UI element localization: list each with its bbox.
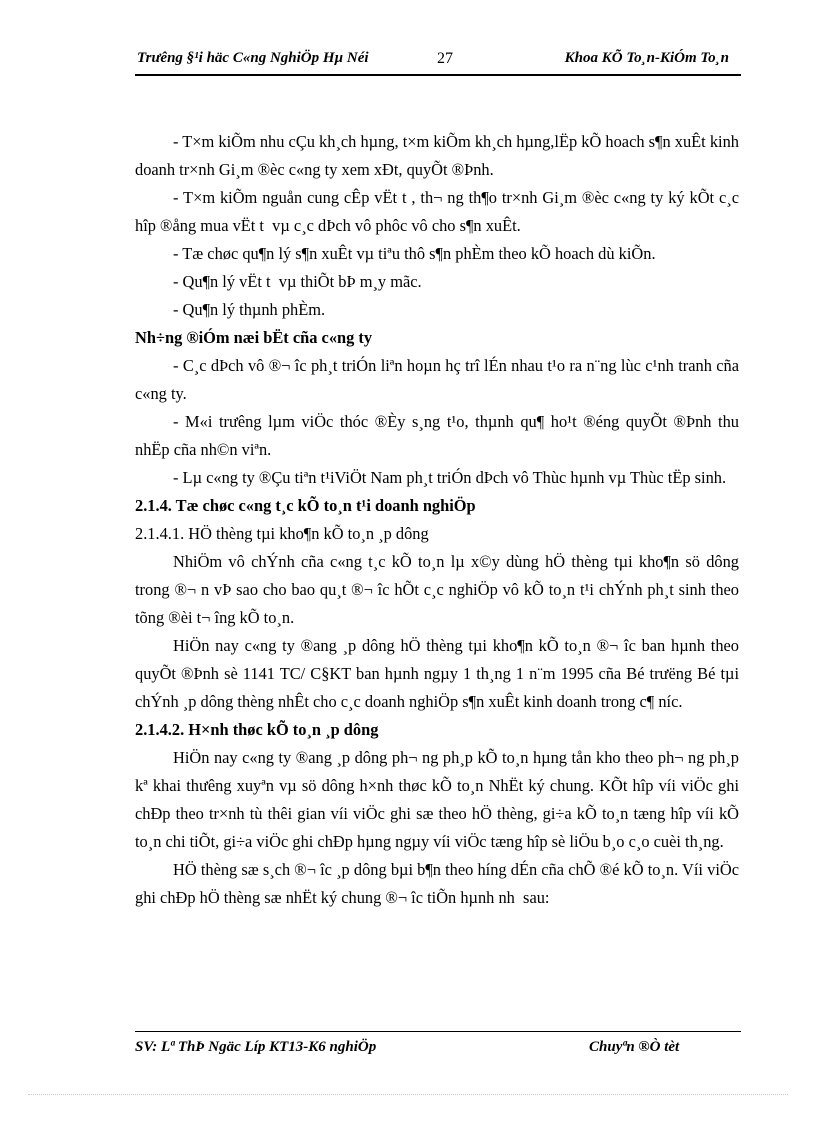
- paragraph: - T×m kiÕm nguån cung cÊp vËt t , th¬ ng th¶o tr×nh Gi¸m ®èc c«ng ty ký kÕt c¸c hîp ®ång mua vËt t vµ c¸c dÞch vô phôc vô cho s¶n xuÊt.: [135, 188, 739, 235]
- page-number: 27: [437, 50, 453, 67]
- header-faculty-name: Khoa KÕ To¸n-KiÓm To¸n: [564, 50, 729, 66]
- paragraph: HÖ thèng sæ s¸ch ®¬ îc ¸p dông bµi b¶n theo híng dÉn cña chÕ ®é kÕ to¸n. Víi viÖc ghi chÐp hÖ thèng sæ nhËt ký chung ®¬ îc tiÕn hµnh nh sau:: [135, 860, 739, 907]
- section-heading: Nh÷ng ®iÓm næi bËt cña c«ng ty: [135, 328, 373, 347]
- page-bottom-divider: [28, 1094, 788, 1095]
- section-heading: 2.1.4. Tæ chøc c«ng t¸c kÕ to¸n t¹i doanh nghiÖp: [135, 496, 476, 515]
- footer-student-info: SV: Lª ThÞ Ngäc Líp KT13-K6 nghiÖp: [135, 1039, 377, 1055]
- header-school-name: Trưêng §¹i häc C«ng NghiÖp Hµ Néi: [137, 50, 369, 66]
- page-header: [135, 48, 741, 76]
- paragraph: HiÖn nay c«ng ty ®ang ¸p dông hÖ thèng tµi kho¶n kÕ to¸n ®¬ îc ban hµnh theo quyÕt ®Þnh sè 1141 TC/ C§KT ban hµnh ngµy 1 th¸ng 1 n¨m 1995 cña Bé trưëng Bé tµi chÝnh ¸p dông thèng nhÊt cho c¸c doanh nghiÖp s¶n xuÊt kinh doanh trong c¶ níc.: [135, 636, 739, 711]
- paragraph: - M«i trưêng lµm viÖc thóc ®Èy s¸ng t¹o, thµnh qu¶ ho¹t ®éng quyÕt ®Þnh thu nhËp cña nh©n viªn.: [135, 412, 739, 459]
- section-heading: 2.1.4.2. H×nh thøc kÕ to¸n ¸p dông: [135, 720, 379, 739]
- paragraph: HiÖn nay c«ng ty ®ang ¸p dông ph¬ ng ph¸p kÕ to¸n hµng tån kho theo ph¬ ng ph¸p kª khai thưêng xuyªn vµ sö dông h×nh thøc kÕ to¸n NhËt ký chung. KÕt hîp víi viÖc ghi chÐp theo tr×nh tù thêi gian víi viÖc ghi sæ theo hÖ thèng, gi÷a kÕ to¸n tæng hîp víi kÕ to¸n chi tiÕt, gi÷a viÖc ghi chÐp hµng ngµy víi viÖc tæng hîp sè liÖu b¸o c¸o cuèi th¸ng.: [135, 748, 739, 851]
- paragraph: - Qu¶n lý vËt t vµ thiÕt bÞ m¸y mãc.: [173, 272, 422, 291]
- paragraph: - Qu¶n lý thµnh phÈm.: [173, 300, 326, 319]
- paragraph: - C¸c dÞch vô ®¬ îc ph¸t triÓn liªn hoµn hç trî lÉn nhau t¹o ra n¨ng lùc c¹nh tranh cña c«ng ty.: [135, 356, 739, 403]
- footer-divider: [135, 1031, 741, 1032]
- paragraph: - T×m kiÕm nhu cÇu kh¸ch hµng, t×m kiÕm kh¸ch hµng,lËp kÕ hoach s¶n xuÊt kinh doanh tr×nh Gi¸m ®èc c«ng ty xem xÐt, quyÕt ®Þnh.: [135, 132, 739, 179]
- footer-report-type: Chuyªn ®Ò tèt: [589, 1039, 680, 1055]
- paragraph: - Tæ chøc qu¶n lý s¶n xuÊt vµ tiªu thô s¶n phÈm theo kÕ hoach dù kiÕn.: [173, 244, 656, 263]
- paragraph: NhiÖm vô chÝnh cña c«ng t¸c kÕ to¸n lµ x©y dùng hÖ thèng tµi kho¶n sö dông trong ®¬ n vÞ sao cho bao qu¸t ®¬ îc hÕt c¸c nghiÖp vô kÕ to¸n t¹i chÝnh ph¸t sinh theo tõng ®èi t¬ îng kÕ to¸n.: [135, 552, 739, 627]
- subsection-heading: 2.1.4.1. HÖ thèng tµi kho¶n kÕ to¸n ¸p dông: [135, 524, 429, 543]
- paragraph: - Lµ c«ng ty ®Çu tiªn t¹iViÖt Nam ph¸t triÓn dÞch vô Thùc hµnh vµ Thùc tËp sinh.: [173, 468, 727, 487]
- body-text: [135, 128, 739, 912]
